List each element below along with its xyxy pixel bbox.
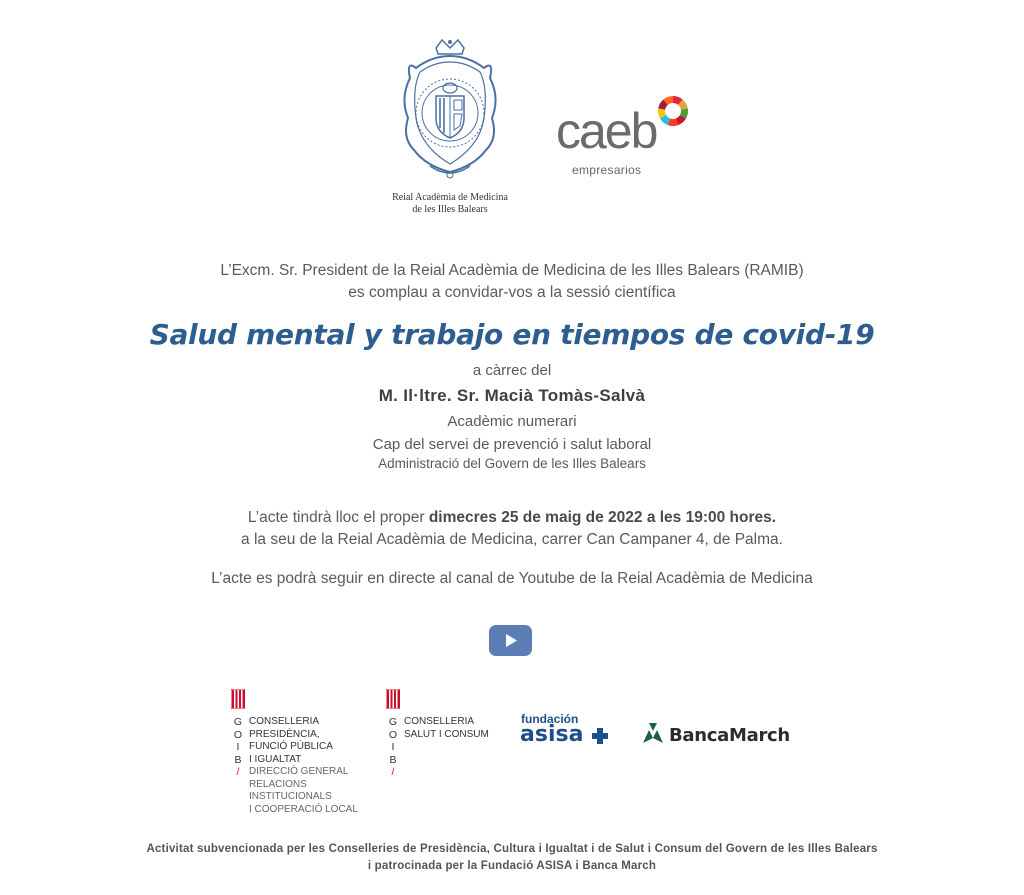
goib-letters-2	[387, 716, 399, 779]
asisa-logo-main: asisa	[520, 722, 584, 747]
goib2-line: SALUT I CONSUM	[404, 728, 489, 740]
bancamarch-logo-text: BancaMarch	[669, 725, 790, 746]
bancamarch-logo-icon	[641, 722, 665, 744]
play-icon	[489, 625, 532, 656]
goib-flag-icon	[231, 689, 245, 709]
goib-letter: G	[388, 716, 398, 728]
goib-flag-icon	[386, 689, 400, 709]
seal-caption-line2: de les Illes Balears	[412, 204, 488, 215]
ramib-seal-icon	[396, 38, 504, 188]
asisa-logo-top: fundación	[521, 712, 579, 726]
goib1-sub-line: DIRECCIÓ GENERAL	[249, 766, 349, 777]
goib1-sub-line: I COOPERACIÓ LOCAL	[249, 803, 358, 815]
event-line-1-prefix: L’acte tindrà lloc el proper	[247, 509, 429, 526]
sdg-wheel-icon	[654, 92, 692, 130]
goib-letter: O	[233, 728, 243, 741]
goib-slash: /	[236, 766, 240, 778]
by-label: a càrrec del	[472, 362, 552, 379]
goib1-sub-line: INSTITUCIONALS	[249, 791, 332, 802]
speaker-role-1: Acadèmic numerari	[447, 413, 577, 430]
goib-letter: B	[389, 753, 397, 766]
intro-line-2: es complau a convidar-vos a la sessió científica	[348, 284, 676, 301]
caeb-logo-subtitle: empresarios	[572, 163, 642, 177]
stream-text: L’acte es podrà seguir en directe al canal de Youtube de la Reial Acadèmia de Medicina	[211, 570, 813, 587]
goib-letters-1	[232, 716, 244, 779]
goib-letter: O	[388, 728, 398, 741]
seal-caption-line1: Reial Acadèmia de Medicina	[392, 192, 508, 203]
goib1-line: PRESIDÈNCIA,	[249, 728, 320, 740]
asisa-plus-icon	[591, 727, 609, 745]
speaker-role-2: Cap del servei de prevenció i salut laboral	[372, 436, 652, 453]
youtube-play-button[interactable]	[489, 625, 532, 656]
goib-letter: B	[234, 753, 242, 766]
goib-slash: /	[391, 766, 395, 778]
footer-line-1: Activitat subvencionada per les Conselleries de Presidència, Cultura i Igualtat i de Salut i Consum del Govern de les Illes Balears	[146, 843, 878, 855]
goib-letter: G	[233, 716, 243, 728]
footer-line-2: i patrocinada per la Fundació ASISA i Banca March	[367, 860, 657, 872]
session-title: Salud mental y trabajo en tiempos de covid-19	[149, 318, 875, 351]
goib1-line: CONSELLERIA	[249, 716, 320, 727]
goib-letter: I	[236, 741, 240, 753]
speaker-role-3: Administració del Govern de les Illes Balears	[378, 456, 646, 471]
intro-line-1: L’Excm. Sr. President de la Reial Acadèmia de Medicina de les Illes Balears (RAMIB)	[220, 262, 804, 279]
goib2-text	[404, 716, 489, 741]
goib2-line: CONSELLERIA	[404, 716, 475, 727]
goib1-line: I IGUALTAT	[249, 753, 302, 765]
goib-letter: I	[391, 741, 395, 753]
caeb-logo-text: caeb	[556, 103, 657, 159]
event-line-1	[0, 509, 1024, 527]
goib1-line: FUNCIÓ PÚBLICA	[249, 741, 333, 752]
event-line-2: a la seu de la Reial Acadèmia de Medicina, carrer Can Campaner 4, de Palma.	[241, 531, 783, 548]
goib1-text	[249, 716, 358, 816]
event-date: dimecres 25 de maig de 2022 a les 19:00 hores.	[428, 509, 777, 526]
goib1-sub-line: RELACIONS	[249, 778, 307, 790]
speaker-name: M. Il·ltre. Sr. Macià Tomàs-Salvà	[378, 386, 646, 405]
